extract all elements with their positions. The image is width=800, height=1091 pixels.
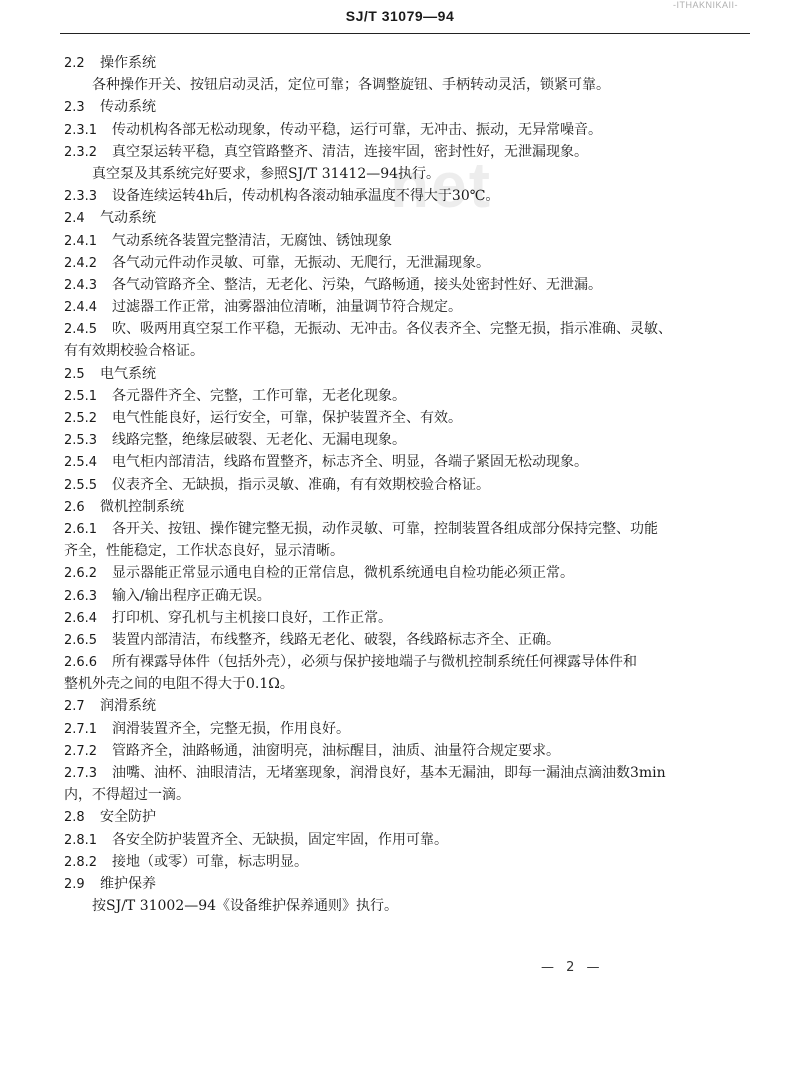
clause-text: 打印机、穿孔机与主机接口良好，工作正常。 [112, 609, 392, 626]
clause-line [64, 230, 736, 252]
clause-text: 安全防护 [100, 809, 156, 826]
clause-line [64, 673, 736, 695]
document-code: SJ/T 31079—94 [345, 8, 455, 24]
clause-number: 2.5.3 [64, 433, 98, 449]
clause-line [64, 784, 736, 806]
clause-number: 2.6 [64, 499, 85, 515]
clause-line [64, 718, 736, 740]
clause-text: 所有裸露导体件（包括外壳），必须与保护接地端子与微机控制系统任何裸露导体件和 [112, 654, 637, 671]
clause-text: 显示器能正常显示通电自检的正常信息，微机系统通电自检功能必须正常。 [112, 565, 574, 582]
clause-number: 2.4.3 [64, 277, 98, 293]
clause-line [64, 585, 736, 607]
clause-text: 设备连续运转4h后，传动机构各滚动轴承温度不得大于30℃。 [112, 188, 500, 205]
clause-text: 吹、吸两用真空泵工作平稳，无振动、无冲击。各仪表齐全、完整无损，指示准确、灵敏、 [112, 321, 672, 338]
clause-number: 2.7 [64, 699, 85, 715]
clause-number: 2.3 [64, 100, 85, 116]
clause-text: 气动系统各装置完整清洁，无腐蚀、锈蚀现象 [112, 232, 392, 249]
section-heading [64, 496, 736, 518]
clause-number: 2.8 [64, 810, 85, 826]
clause-line [64, 540, 736, 562]
clause-number: 2.5 [64, 366, 85, 382]
clause-text: 真空泵及其系统完好要求，参照SJ/T 31412—94执行。 [92, 165, 441, 182]
clause-text: 维护保养 [100, 875, 156, 892]
clause-line [64, 762, 736, 784]
clause-line [64, 296, 736, 318]
clause-text: 线路完整，绝缘层破裂、无老化、无漏电现象。 [112, 432, 406, 449]
section-heading [64, 363, 736, 385]
clause-line [64, 385, 736, 407]
clause-text: 润滑装置齐全，完整无损，作用良好。 [112, 720, 350, 737]
clause-number: 2.9 [64, 876, 85, 892]
clause-text: 气动系统 [100, 210, 156, 227]
clause-number: 2.4.2 [64, 255, 98, 271]
clause-number: 2.4.5 [64, 322, 98, 338]
clause-number: 2.5.2 [64, 411, 98, 426]
clause-line [64, 651, 736, 673]
clause-text: 装置内部清洁，布线整齐，线路无老化、破裂，各线路标志齐全、正确。 [112, 631, 560, 648]
clause-number: 2.4.1 [64, 233, 98, 249]
clause-text: 过滤器工作正常，油雾器油位清晰，油量调节符合规定。 [112, 299, 462, 316]
clause-text: 润滑系统 [100, 698, 156, 715]
clause-number: 2.4 [64, 211, 85, 227]
clause-number: 2.7.1 [64, 721, 98, 737]
clause-number: 2.8.2 [64, 854, 98, 870]
clause-text: 各种操作开关、按钮启动灵活，定位可靠；各调整旋钮、手柄转动灵活，锁紧可靠。 [92, 77, 610, 94]
clause-number: 2.6.5 [64, 632, 98, 648]
clause-text: 输入/输出程序正确无误。 [112, 587, 271, 604]
clause-line [64, 895, 736, 917]
clause-text: 接地（或零）可靠，标志明显。 [112, 853, 308, 870]
clause-number: 2.4.4 [64, 300, 98, 316]
clause-line [64, 407, 736, 429]
header-rule [60, 33, 750, 34]
clause-text: 有有效期校验合格证。 [64, 343, 204, 360]
corner-mark: -ITHAKNIKAII- [672, 0, 738, 10]
clause-number: 2.6.6 [64, 655, 98, 671]
clause-text: 内，不得超过一滴。 [64, 787, 190, 804]
clause-text: 各开关、按钮、操作键完整无损，动作灵敏、可靠，控制装置各组成部分保持完整、功能 [112, 520, 658, 537]
clause-number: 2.6.1 [64, 521, 98, 537]
clause-number: 2.3.2 [64, 144, 98, 160]
clause-text: 电气柜内部清洁，线路布置整齐，标志齐全、明显，各端子紧固无松动现象。 [112, 454, 588, 471]
clause-line [64, 607, 736, 629]
clause-text: 各气动元件动作灵敏、可靠，无振动、无爬行，无泄漏现象。 [112, 254, 490, 271]
clause-number: 2.7.3 [64, 766, 98, 781]
clause-number: 2.7.2 [64, 743, 98, 759]
clause-text: 管路齐全，油路畅通，油窗明亮，油标醒目，油质、油量符合规定要求。 [112, 742, 560, 759]
clause-text: 操作系统 [100, 55, 156, 71]
clause-text: 各气动管路齐全、整洁，无老化、污染，气路畅通，接头处密封性好、无泄漏。 [112, 276, 602, 293]
clause-line [64, 474, 736, 496]
clause-number: 2.3.3 [64, 189, 98, 205]
section-heading [64, 96, 736, 118]
clause-line [64, 629, 736, 651]
clause-number: 2.5.4 [64, 455, 98, 471]
clause-line [64, 340, 736, 362]
clause-text: 电气系统 [100, 365, 156, 382]
section-heading [64, 873, 736, 895]
clause-line [64, 74, 736, 96]
clause-number: 2.5.5 [64, 477, 98, 493]
document-body [64, 52, 736, 917]
clause-number: 2.6.3 [64, 588, 98, 604]
clause-text: 微机控制系统 [100, 498, 184, 515]
clause-text: 按SJ/T 31002—94《设备维护保养通则》执行。 [92, 898, 399, 915]
clause-number: 2.8.1 [64, 832, 98, 848]
clause-text: 油嘴、油杯、油眼清洁，无堵塞现象，润滑良好，基本无漏油，即每一漏油点滴油数3min [112, 765, 666, 781]
clause-number: 2.2 [64, 56, 85, 71]
page-number: — 2 — [541, 960, 604, 975]
clause-number: 2.6.4 [64, 610, 98, 626]
clause-line [64, 185, 736, 207]
clause-line [64, 141, 736, 163]
clause-line [64, 740, 736, 762]
clause-text: 电气性能良好，运行安全，可靠，保护装置齐全、有效。 [112, 410, 462, 426]
clause-line [64, 163, 736, 185]
clause-line [64, 518, 736, 540]
section-heading [64, 806, 736, 828]
clause-text: 传动系统 [100, 99, 156, 116]
clause-number: 2.6.2 [64, 566, 98, 582]
clause-text: 仪表齐全、无缺损，指示灵敏、准确，有有效期校验合格证。 [112, 476, 490, 493]
clause-line [64, 451, 736, 473]
clause-number: 2.3.1 [64, 122, 98, 138]
watermark: net [390, 149, 492, 221]
clause-text: 齐全，性能稳定，工作状态良好，显示清晰。 [64, 543, 344, 560]
section-heading [64, 695, 736, 717]
clause-line [64, 252, 736, 274]
section-heading [64, 52, 736, 74]
clause-text: 各元器件齐全、完整，工作可靠，无老化现象。 [112, 387, 406, 404]
clause-number: 2.5.1 [64, 388, 98, 404]
clause-text: 整机外壳之间的电阻不得大于0.1Ω。 [64, 676, 294, 693]
clause-line [64, 562, 736, 584]
clause-line [64, 429, 736, 451]
clause-line [64, 318, 736, 340]
clause-line [64, 829, 736, 851]
clause-text: 真空泵运转平稳，真空管路整齐、清洁，连接牢固，密封性好，无泄漏现象。 [112, 143, 588, 160]
clause-text: 传动机构各部无松动现象，传动平稳，运行可靠，无冲击、振动，无异常噪音。 [112, 121, 602, 138]
clause-line [64, 851, 736, 873]
clause-line [64, 119, 736, 141]
section-heading [64, 207, 736, 229]
clause-line [64, 274, 736, 296]
clause-text: 各安全防护装置齐全、无缺损，固定牢固，作用可靠。 [112, 831, 448, 848]
